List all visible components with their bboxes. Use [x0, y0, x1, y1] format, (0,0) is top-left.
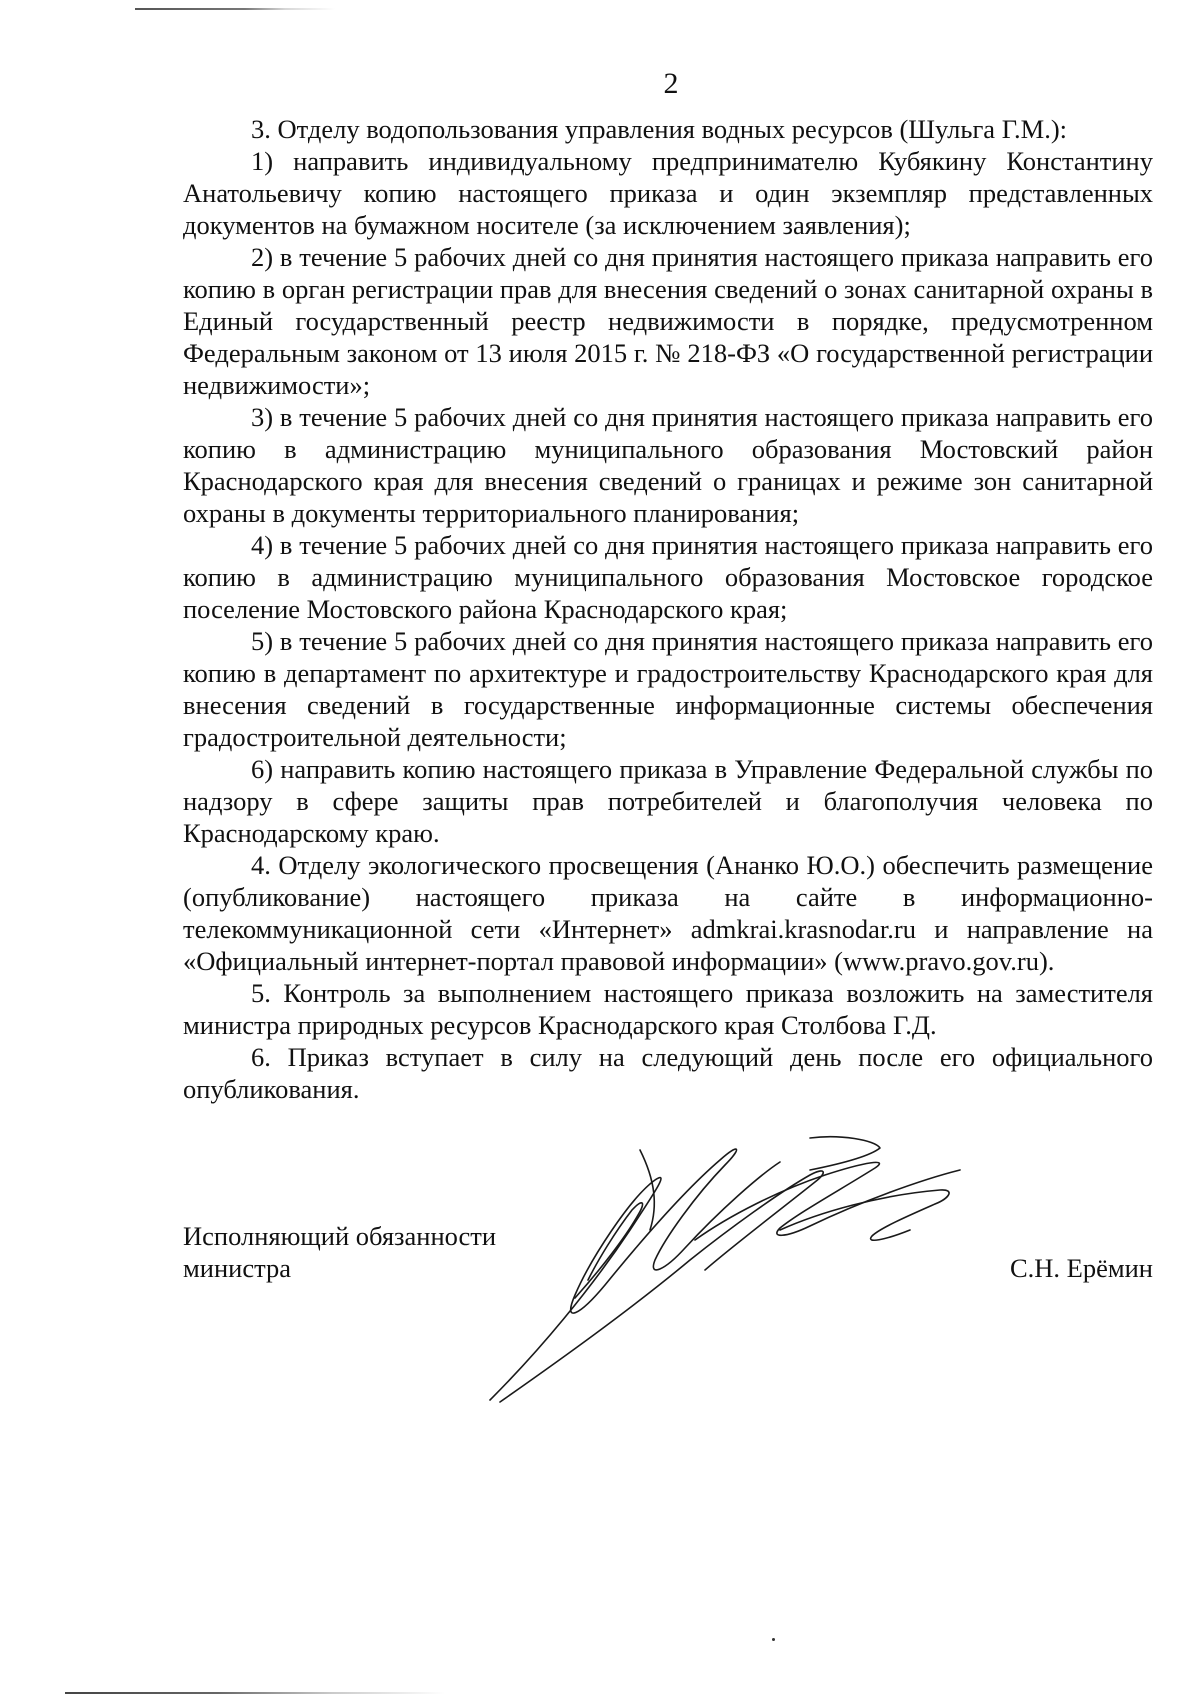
paragraph-subitem-3: 3) в течение 5 рабочих дней со дня принятия настоящего приказа направить его копию в администрацию муниципального образования Мостовский район Краснодарского края для внесения сведений о границах и режиме зон санитарной охраны в документы территориального планирования; [183, 402, 1153, 528]
signatory-name: С.Н. Ерёмин [1009, 1253, 1153, 1283]
paragraph-item-3: 3. Отделу водопользования управления водных ресурсов (Шульга Г.М.): [251, 114, 1068, 144]
paragraph-item-5: 5. Контроль за выполнением настоящего приказа возложить на заместителя министра природных ресурсов Краснодарского края Столбова Г.Д. [183, 978, 1153, 1040]
paragraph-subitem-6: 6) направить копию настоящего приказа в Управление Федеральной службы по надзору в сфере защиты прав потребителей и благополучия человека по Краснодарскому краю. [183, 754, 1153, 848]
scan-artifact-line-top [135, 8, 335, 10]
paragraph-item-6: 6. Приказ вступает в силу на следующий день после его официального опубликования. [183, 1042, 1153, 1104]
signatory-position-line2: министра [183, 1253, 291, 1283]
scan-artifact-line-bottom [65, 1692, 445, 1694]
paragraph-subitem-1: 1) направить индивидуальному предпринимателю Кубякину Константину Анатольевичу копию настоящего приказа и один экземпляр представленных документов на бумажном носителе (за исключением заявления); [183, 146, 1153, 240]
paragraph-subitem-5: 5) в течение 5 рабочих дней со дня принятия настоящего приказа направить его копию в департамент по архитектуре и градостроительству Краснодарского края для внесения сведений в государственные информационные системы обеспечения градостроительной деятельности; [183, 626, 1153, 752]
document-body [183, 113, 1153, 1105]
scan-artifact-dot [772, 1638, 775, 1641]
paragraph-subitem-4: 4) в течение 5 рабочих дней со дня принятия настоящего приказа направить его копию в администрацию муниципального образования Мостовское городское поселение Мостовского района Краснодарского края; [183, 530, 1153, 624]
page-number: 2 [663, 67, 679, 100]
paragraph-subitem-2: 2) в течение 5 рабочих дней со дня принятия настоящего приказа направить его копию в орган регистрации прав для внесения сведений о зонах санитарной охраны в Единый государственный реестр недвижимости в порядке, предусмотренном Федеральным законом от 13 июля 2015 г. № 218-ФЗ «О государственной регистрации недвижимости»; [183, 242, 1153, 400]
signatory-position-line1: Исполняющий обязанности [183, 1221, 497, 1251]
signature-block [183, 1220, 1153, 1284]
paragraph-item-4: 4. Отделу экологического просвещения (Ананко Ю.О.) обеспечить размещение (опубликование) настоящего приказа на сайте в информационно-телекоммуникационной сети «Интернет» admkrai.krasnodar.ru и направление на «Официальный интернет-портал правовой информации» (www.pravo.gov.ru). [183, 850, 1153, 976]
